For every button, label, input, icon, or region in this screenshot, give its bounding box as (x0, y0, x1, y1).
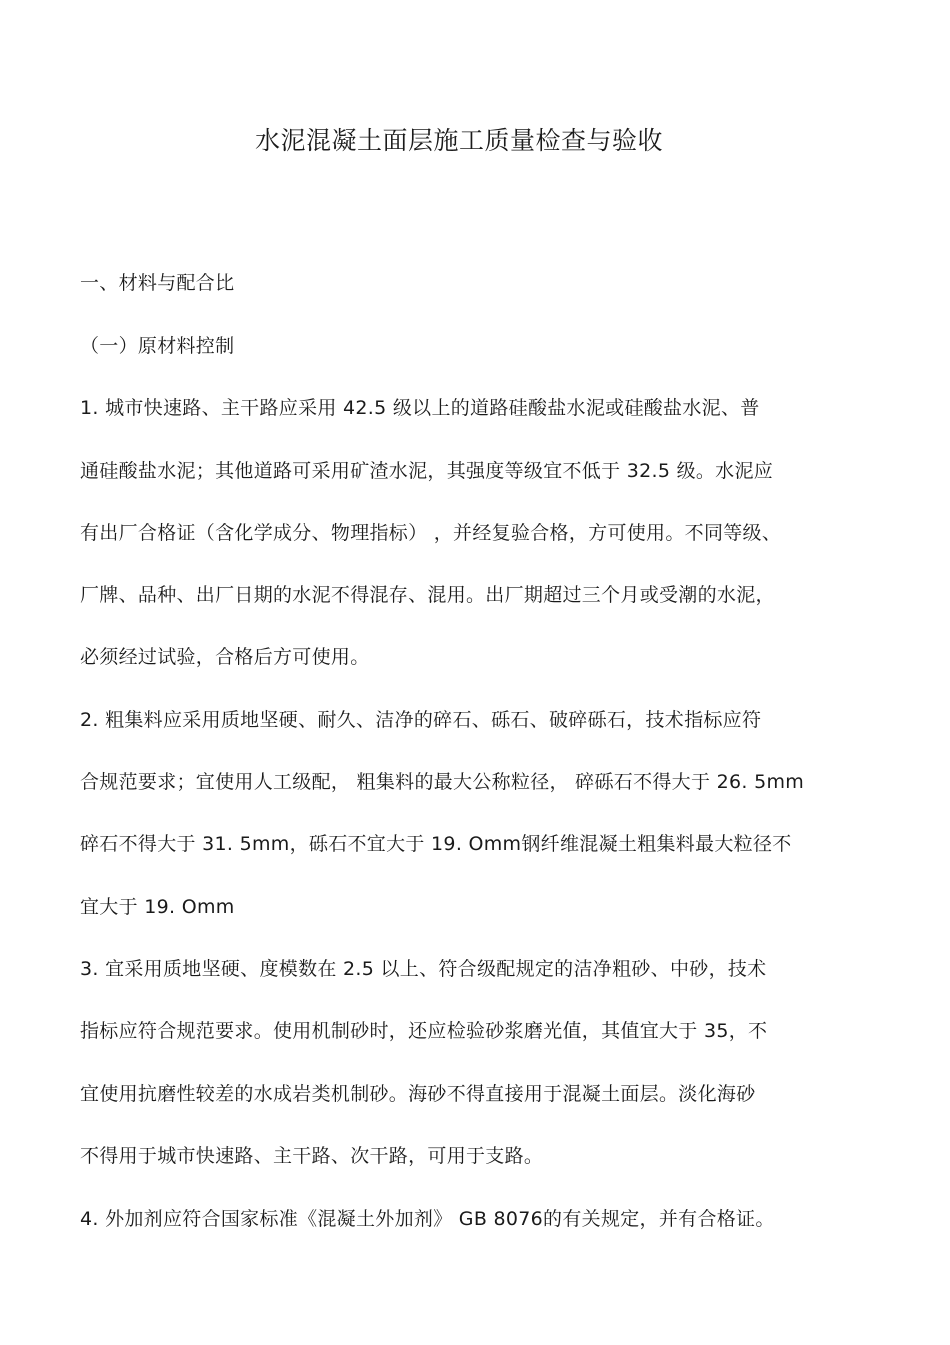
paragraph-line: 有出厂合格证（含化学成分、物理指标） ，并经复验合格，方可使用。不同等级、 (80, 522, 782, 544)
paragraph-line: 必须经过试验，合格后方可使用。 (80, 646, 370, 668)
document-title: 水泥混凝土面层施工质量检查与验收 (254, 126, 663, 155)
paragraph-line: 3. 宜采用质地坚硬、度模数在 2.5 以上、符合级配规定的洁净粗砂、中砂，技术 (80, 958, 767, 980)
paragraph-line: 厂牌、品种、出厂日期的水泥不得混存、混用。出厂期超过三个月或受潮的水泥， (80, 584, 775, 606)
paragraph-line: 宜使用抗磨性较差的水成岩类机制砂。海砂不得直接用于混凝土面层。淡化海砂 (80, 1083, 756, 1105)
paragraph-line: 宜大于 19. Omm (80, 896, 235, 918)
paragraph-line: 指标应符合规范要求。使用机制砂时，还应检验砂浆磨光值，其值宜大于 35，不 (80, 1020, 768, 1042)
paragraph-line: 不得用于城市快速路、主干路、次干路，可用于支路。 (80, 1145, 544, 1167)
subsection-heading: （一）原材料控制 (80, 335, 235, 357)
paragraph-line: 1. 城市快速路、主干路应采用 42.5 级以上的道路硅酸盐水泥或硅酸盐水泥、普 (80, 397, 760, 419)
paragraph-line: 合规范要求；宜使用人工级配， 粗集料的最大公称粒径， 碎砾石不得大于 26. 5mm (80, 771, 805, 793)
paragraph-line: 通硅酸盐水泥；其他道路可采用矿渣水泥，其强度等级宜不低于 32.5 级。水泥应 (80, 460, 774, 482)
section-heading: 一、材料与配合比 (80, 272, 235, 294)
paragraph-line: 4. 外加剂应符合国家标准《混凝土外加剂》 GB 8076的有关规定，并有合格证。 (80, 1208, 775, 1230)
paragraph-line: 2. 粗集料应采用质地坚硬、耐久、洁净的碎石、砾石、破碎砾石，技术指标应符 (80, 709, 762, 731)
paragraph-line: 碎石不得大于 31. 5mm，砾石不宜大于 19. Omm钢纤维混凝土粗集料最大粒径不 (80, 833, 792, 855)
